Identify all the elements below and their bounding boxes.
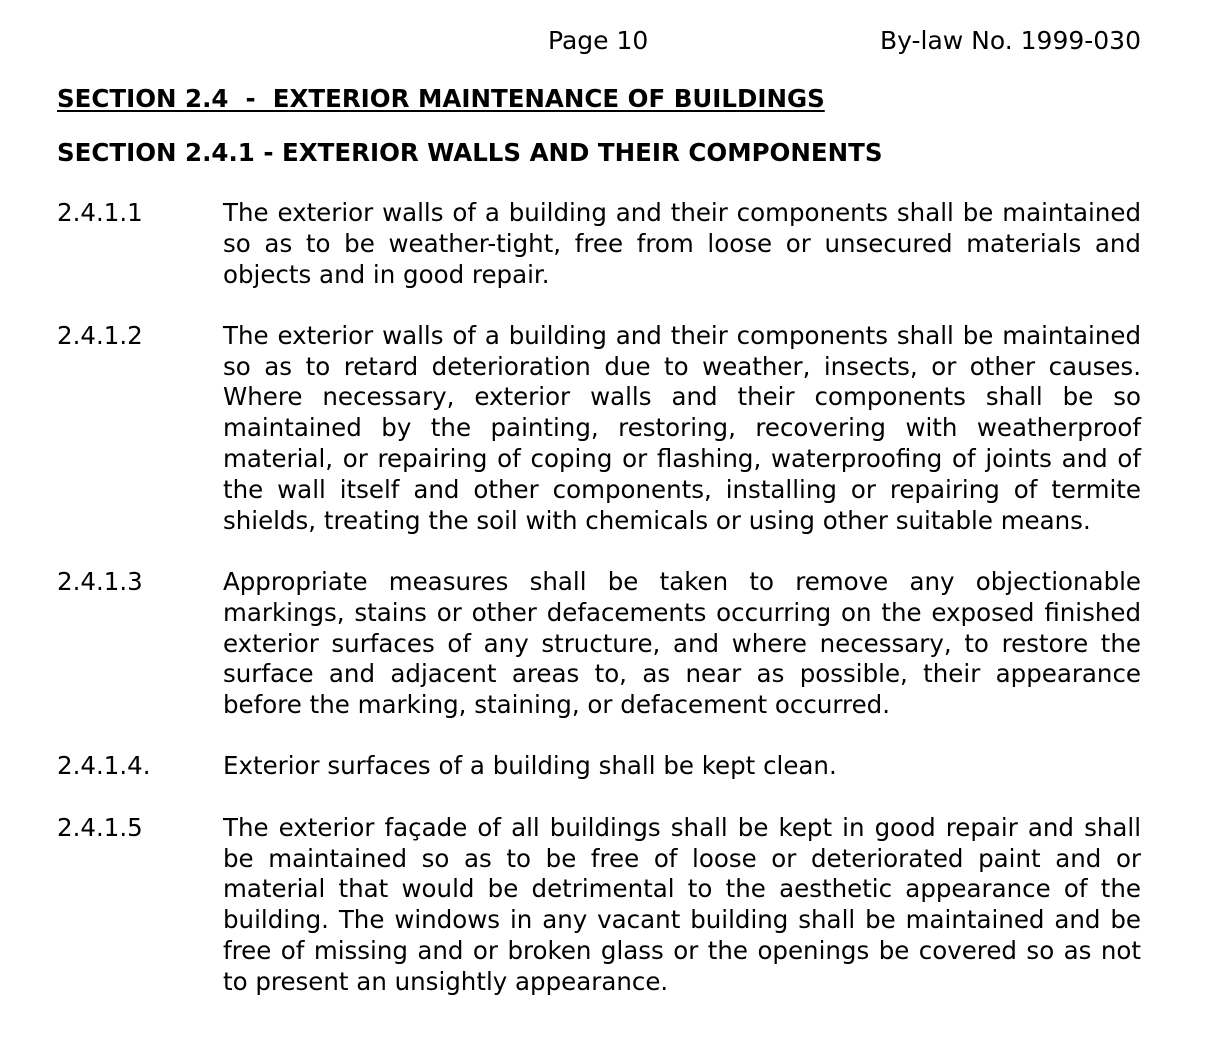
clause-2-4-1-3 xyxy=(57,567,1141,721)
clause-text: The exterior walls of a building and their components shall be maintained so as to retard deterioration due to weather, insects, or other causes. Where necessary, exterior walls and their components shall be so maintained by the painting, restoring, recovering with weatherproof material, or repairing of coping or flashing, waterproofing of joints and of the wall itself and other components, installing or repairing of termite shields, treating the soil with chemicals or using other suitable means. xyxy=(223,320,1141,535)
clause-2-4-1-4 xyxy=(57,751,1141,782)
section-title: SECTION 2.4 - EXTERIOR MAINTENANCE OF BUILDINGS xyxy=(57,84,825,113)
clause-list xyxy=(57,198,1141,1028)
page-header xyxy=(0,24,1210,58)
clause-2-4-1-5 xyxy=(57,813,1141,998)
clause-text: The exterior façade of all buildings shall be kept in good repair and shall be maintained so as to be free of loose or deteriorated paint and or material that would be detrimental to the aesthetic appearance of the building. The windows in any vacant building shall be maintained and be free of missing and or broken glass or the openings be covered so as not to present an unsightly appearance. xyxy=(223,812,1141,996)
bylaw-number: By-law No. 1999-030 xyxy=(880,26,1141,55)
clause-number: 2.4.1.5 xyxy=(57,812,143,842)
clause-text: Exterior surfaces of a building shall be kept clean. xyxy=(223,751,837,781)
clause-text: The exterior walls of a building and their components shall be maintained so as to be weather-tight, free from loose or unsecured materials and objects and in good repair. xyxy=(223,198,1141,289)
page-number: Page 10 xyxy=(548,26,649,55)
clause-2-4-1-2 xyxy=(57,321,1141,537)
clause-number: 2.4.1.2 xyxy=(57,320,143,350)
clause-number: 2.4.1.4. xyxy=(57,751,151,781)
clause-number: 2.4.1.1 xyxy=(57,198,143,227)
subsection-title: SECTION 2.4.1 - EXTERIOR WALLS AND THEIR COMPONENTS xyxy=(57,138,883,167)
clause-2-4-1-1 xyxy=(57,198,1141,290)
clause-number: 2.4.1.3 xyxy=(57,566,143,596)
clause-text: Appropriate measures shall be taken to remove any objectionable markings, stains or other defacements occurring on the exposed finished exterior surfaces of any structure, and where necessary, to restore the surface and adjacent areas to, as near as possible, their appearance before the marking, staining, or defacement occurred. xyxy=(223,566,1141,720)
